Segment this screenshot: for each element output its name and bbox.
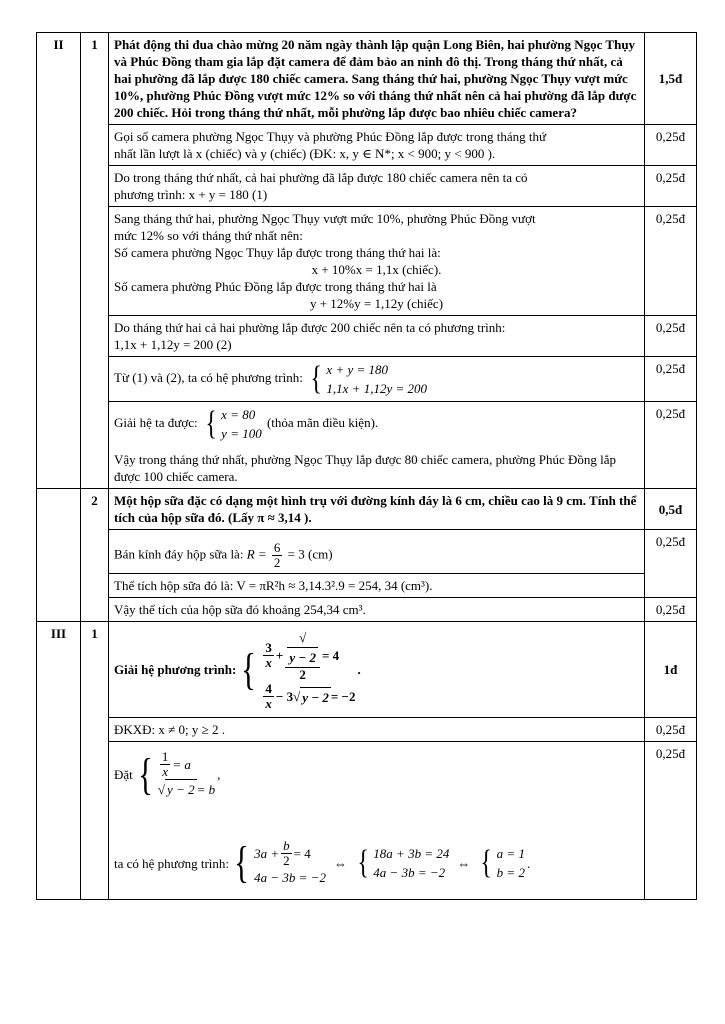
solution-step: Thể tích hộp sữa đó là: V = πR²h ≈ 3,14.3².9 = 254, 34 (cm³). — [109, 574, 645, 598]
step-score: 0,25đ — [645, 402, 697, 489]
step-score: 0,25đ — [645, 166, 697, 207]
question-score: 1đ — [645, 622, 697, 718]
question-number: 1 — [81, 33, 109, 489]
table-row — [37, 718, 697, 742]
step-score: 0,25đ — [645, 718, 697, 742]
table-row — [37, 530, 697, 574]
equation-system: { 3a + $\frac{b}{2}$ = 4 4a − 3b = −2 — [234, 838, 326, 887]
table-row — [37, 622, 697, 718]
equation-system: { 18a + 3b = 24 4a − 3b = −2 — [357, 844, 450, 881]
table-row — [37, 574, 697, 598]
question-text: Một hộp sữa đặc có dạng một hình trụ với đường kính đáy là 6 cm, chiều cao là 9 cm. Tính thể tích của hộp sữa đó. (Lấy π ≈ 3,14 ). — [109, 489, 645, 530]
table-row — [37, 166, 697, 207]
table-row — [37, 489, 697, 530]
table-row — [37, 125, 697, 166]
step-score: 0,25đ — [645, 598, 697, 622]
step-score: 0,25đ — [645, 357, 697, 402]
table-row — [37, 33, 697, 125]
solution-step: Bán kính đáy hộp sữa là: R = $\frac{6}{2}$ = 3 (cm) — [109, 530, 645, 574]
solution-step: Gọi số camera phường Ngọc Thụy và phường Phúc Đồng lắp được trong tháng thứ nhất lần lượt là x (chiếc) và y (chiếc) (ĐK: x, y ∈ N*; x < 900; y < 900 ). — [109, 125, 645, 166]
solution-step: ĐKXĐ: x ≠ 0; y ≥ 2 . — [109, 718, 645, 742]
solution-step: Vậy thể tích của hộp sữa đó khoảng 254,34 cm³. — [109, 598, 645, 622]
answer-table — [36, 32, 697, 900]
equation-system: { x + y = 180 1,1x + 1,12y = 200 — [310, 360, 428, 397]
solution-step: Đặt { $\frac{1}{x}$ = a √ y − 2 = b , ta có hệ phương trình: { 3a + $\frac{b}{2}$ = 4 4a − 3b = −2 ⇔ { 18a + 3b = 24 4a − 3b = −2 ⇔ { a = 1 b = 2 . — [109, 742, 645, 900]
table-row — [37, 402, 697, 489]
section-label-empty — [37, 489, 81, 622]
equation-system: { x = 80 y = 100 — [205, 405, 262, 442]
step-score: 0,25đ — [645, 125, 697, 166]
solution-step: Do trong tháng thứ nhất, cả hai phường đã lắp được 180 chiếc camera nên ta có phương trình: x + y = 180 (1) — [109, 166, 645, 207]
question-text: Phát động thi đua chào mừng 20 năm ngày thành lập quận Long Biên, hai phường Ngọc Thụy và Phúc Đồng tham gia lắp đặt camera để đảm bảo an ninh đô thị. Trong tháng thứ nhất, cả hai phường đã lắp được 180 chiếc camera. Sang tháng thứ hai, phường Ngọc Thụy vượt mức 10%, phường Phúc Đồng vượt mức 12% so với tháng thứ nhất nên cả hai phường đã lắp được 200 chiếc. Hỏi trong tháng thứ nhất, mỗi phường lắp được bao nhiêu chiếc camera? — [109, 33, 645, 125]
section-label: II — [37, 33, 81, 489]
question-score: 0,5đ — [645, 489, 697, 530]
solution-step: Sang tháng thứ hai, phường Ngọc Thụy vượt mức 10%, phường Phúc Đồng vượt mức 12% so với tháng thứ nhất nên: Số camera phường Ngọc Thụy lắp được trong tháng thứ hai là: x + 10%x = 1,1x (chiếc). Số camera phường Phúc Đồng lắp được trong tháng thứ hai là y + 12%y = 1,12y (chiếc) — [109, 207, 645, 316]
step-score: 0,25đ — [645, 316, 697, 357]
question-number: 2 — [81, 489, 109, 622]
step-score: 0,25đ — [645, 742, 697, 900]
step-score: 0,25đ — [645, 207, 697, 316]
question-score: 1,5đ — [645, 33, 697, 125]
section-label: III — [37, 622, 81, 900]
solution-step: Từ (1) và (2), ta có hệ phương trình: { x + y = 180 1,1x + 1,12y = 200 — [109, 357, 645, 402]
table-row — [37, 598, 697, 622]
table-row — [37, 742, 697, 900]
question-text: Giải hệ phương trình: { $\frac{3}{x}$ + √ $\frac{y - 2}{2}$ = 4 $\frac{4}{x}$ − 3 √ y − 2 = −2 . — [109, 622, 645, 718]
question-number: 1 — [81, 622, 109, 900]
solution-step: Giải hệ ta được: { x = 80 y = 100 (thỏa mãn điều kiện). Vậy trong tháng thứ nhất, phường Ngọc Thụy lắp được 80 chiếc camera, phường Phúc Đồng lắp được 100 chiếc camera. — [109, 402, 645, 489]
equation-system: { $\frac{3}{x}$ + √ $\frac{y - 2}{2}$ = 4 $\frac{4}{x}$ − 3 √ y − 2 = −2 — [238, 628, 355, 711]
solution-step: Do tháng thứ hai cả hai phường lắp được 200 chiếc nên ta có phương trình: 1,1x + 1,12y = 200 (2) — [109, 316, 645, 357]
substitution-system: { $\frac{1}{x}$ = a √ y − 2 = b — [135, 750, 215, 799]
equation-system: { a = 1 b = 2 — [480, 844, 525, 881]
table-row — [37, 207, 697, 316]
table-row — [37, 357, 697, 402]
step-score: 0,25đ — [645, 530, 697, 598]
table-row — [37, 316, 697, 357]
